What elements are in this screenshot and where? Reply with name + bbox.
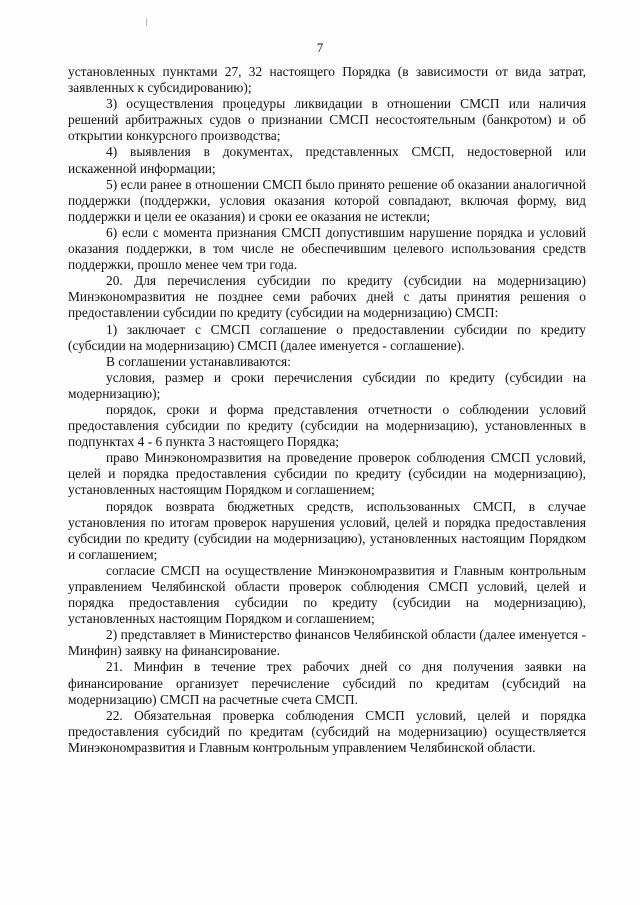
paragraph: 2) представляет в Министерство финансов Челябинской области (далее именуется - Минфин) заявку на финансирование. — [68, 627, 586, 659]
paragraph: право Минэкономразвития на проведение проверок соблюдения СМСП условий, целей и порядка предоставления субсидии по кредиту (субсидии на модернизацию), установленных настоящим Порядком и соглашением; — [68, 450, 586, 498]
paragraph: 5) если ранее в отношении СМСП было принято решение об оказании аналогичной поддержки (поддержки, условия оказания которой совпадают, включая форму, вид поддержки и цели ее оказания) и сроки ее оказания не истекли; — [68, 176, 586, 224]
paragraph: условия, размер и сроки перечисления субсидии по кредиту (субсидии на модернизацию); — [68, 369, 586, 401]
paragraph: согласие СМСП на осуществление Минэкономразвития и Главным контрольным управлением Челябинской области проверок соблюдения СМСП условий, целей и порядка предоставления субсидии по кредиту (субсидии на модернизацию), установленных настоящим Порядком и соглашением; — [68, 562, 586, 627]
page-number: 7 — [316, 40, 324, 55]
paragraph: 6) если с момента признания СМСП допустившим нарушение порядка и условий оказания поддержки, в том числе не обеспечившим целевого использования средств поддержки, прошло менее чем три года. — [68, 224, 586, 273]
paragraph: порядок возврата бюджетных средств, использованных СМСП, в случае установления по итогам проверок нарушения условий, целей и порядка предоставления субсидии по кредиту (субсидии на модернизацию), установленных настоящим Порядком и соглашением; — [68, 498, 586, 562]
paragraph: 21. Минфин в течение трех рабочих дней со дня получения заявки на финансирование организует перечисление субсидий по кредитам (субсидий на модернизацию) СМСП на расчетные счета СМСП. — [68, 659, 586, 707]
paragraph: В соглашении устанавливаются: — [106, 353, 291, 369]
paragraph: 4) выявления в документах, представленных СМСП, недостоверной или искаженной информации; — [68, 144, 586, 176]
paragraph: 3) осуществления процедуры ликвидации в отношении СМСП или наличия решений арбитражных судов о признании СМСП несостоятельным (банкротом) и об открытии конкурсного производства; — [68, 96, 586, 144]
document-body — [68, 64, 586, 756]
scan-mark — [146, 18, 147, 26]
paragraph: 20. Для перечисления субсидии по кредиту (субсидии на модернизацию) Минэкономразвития не позднее семи рабочих дней с даты принятия решения о предоставлении субсидии по кредиту (субсидии на модернизацию) СМСП: — [68, 273, 586, 321]
paragraph: 22. Обязательная проверка соблюдения СМСП условий, целей и порядка предоставления субсидий по кредитам (субсидий на модернизацию) осуществляется Минэкономразвития и Главным контрольным управлением Челябинской области. — [68, 707, 586, 755]
paragraph: 1) заключает с СМСП соглашение о предоставлении субсидии по кредиту (субсидии на модернизацию) СМСП (далее именуется - соглашение). — [68, 321, 586, 353]
paragraph: порядок, сроки и форма представления отчетности о соблюдении условий предоставления субсидии по кредиту (субсидии на модернизацию), установленных в подпунктах 4 - 6 пункта 3 настоящего Порядка; — [68, 401, 586, 450]
paragraph: установленных пунктами 27, 32 настоящего Порядка (в зависимости от вида затрат, заявленных к субсидированию); — [68, 64, 586, 96]
